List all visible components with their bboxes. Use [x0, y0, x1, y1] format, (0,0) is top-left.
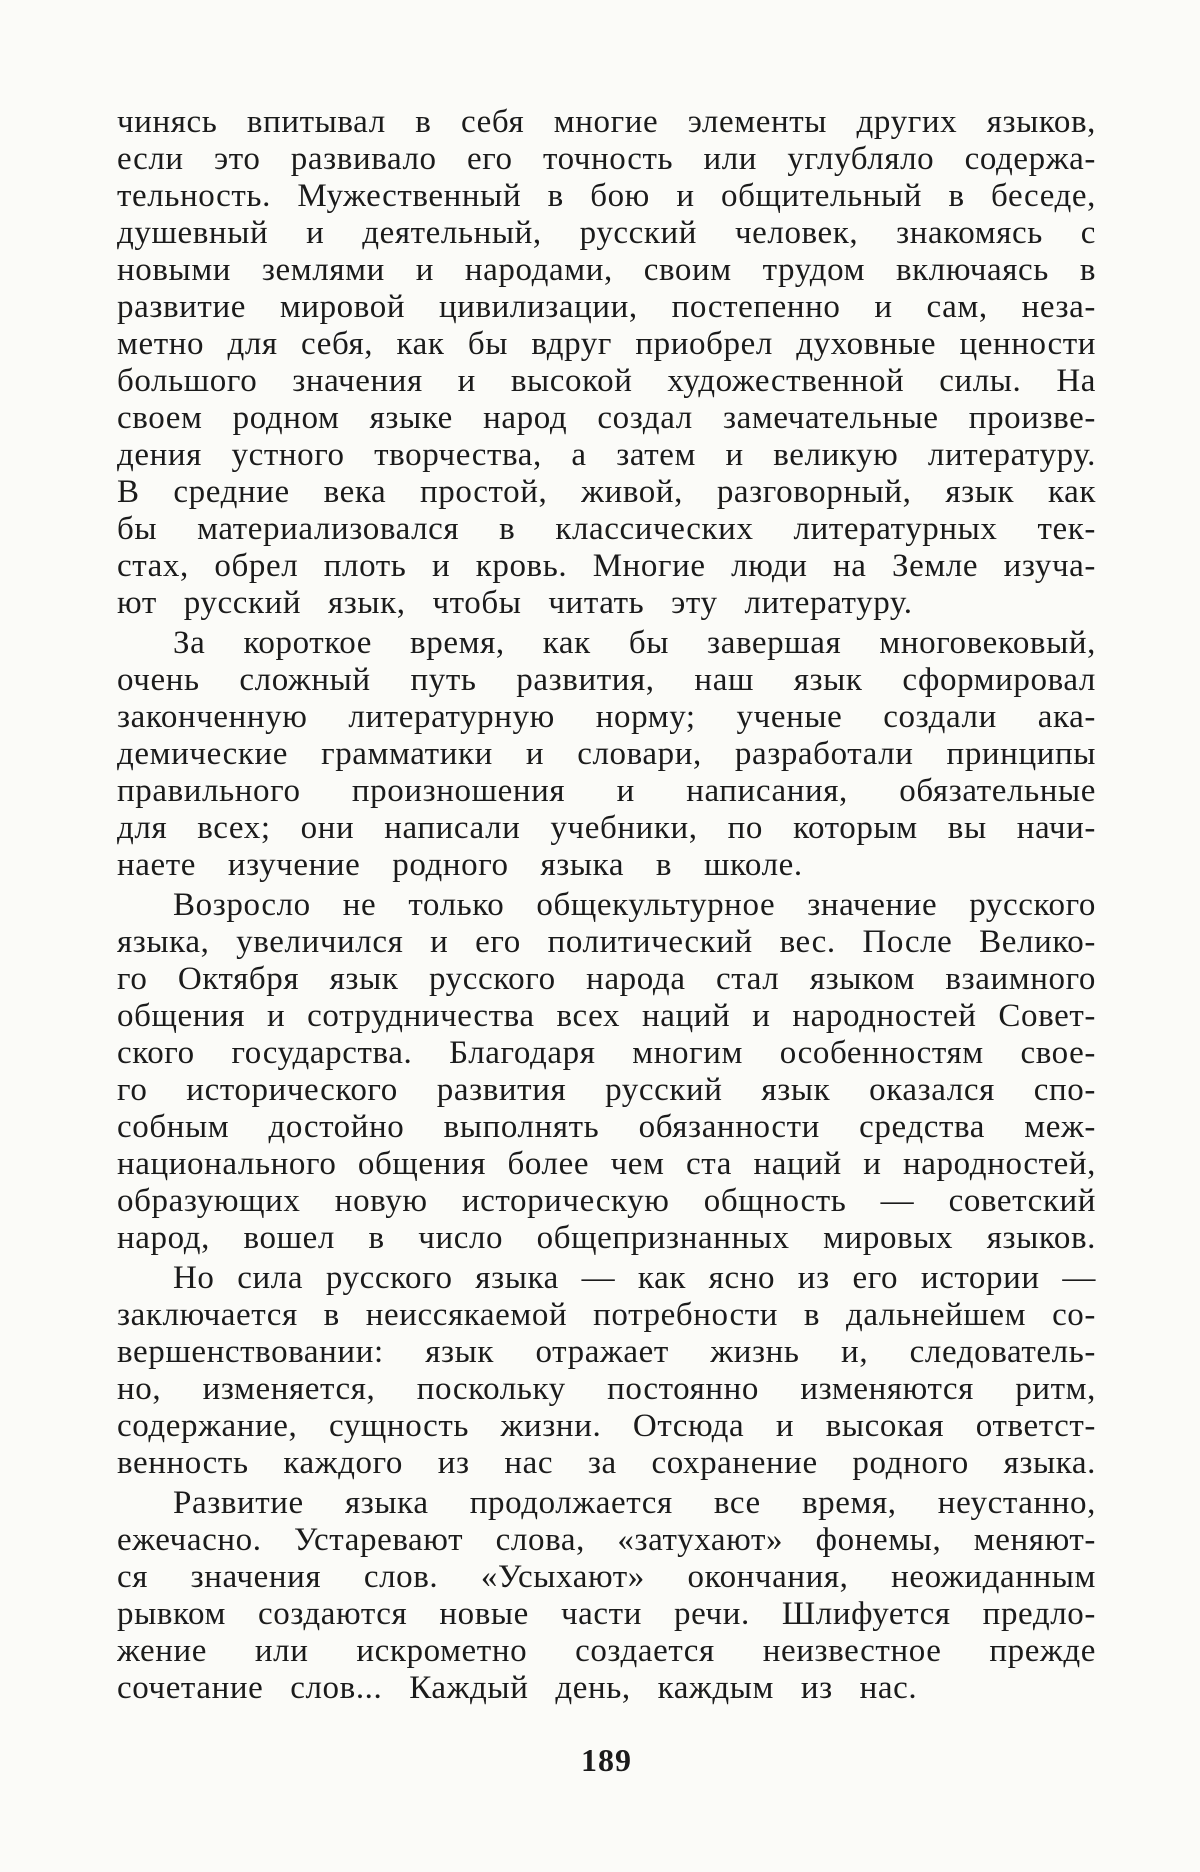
- text-line: За короткое время, как бы завершая многовековый,: [117, 625, 1096, 662]
- paragraph: [117, 104, 1096, 622]
- paragraph: [117, 887, 1096, 1257]
- text-line: содержание, сущность жизни. Отсюда и высокая ответст-: [117, 1408, 1096, 1445]
- text-line: но, изменяется, поскольку постоянно изменяются ритм,: [117, 1371, 1096, 1408]
- text-line: рывком создаются новые части речи. Шлифуется предло-: [117, 1596, 1096, 1633]
- text-line: Возросло не только общекультурное значение русского: [117, 887, 1096, 924]
- paragraph: [117, 1260, 1096, 1482]
- text-line: вершенствовании: язык отражает жизнь и, следователь-: [117, 1334, 1096, 1371]
- text-line: национального общения более чем ста наций и народностей,: [117, 1146, 1096, 1183]
- text-line: очень сложный путь развития, наш язык сформировал: [117, 662, 1096, 699]
- text-line: бы материализовался в классических литературных тек-: [117, 511, 1096, 548]
- text-line: метно для себя, как бы вдруг приобрел духовные ценности: [117, 326, 1096, 363]
- text-line: го исторического развития русский язык оказался спо-: [117, 1072, 1096, 1109]
- page-number: 189: [117, 1742, 1096, 1779]
- text-line: общения и сотрудничества всех наций и народностей Совет-: [117, 998, 1096, 1035]
- text-line: правильного произношения и написания, обязательные: [117, 773, 1096, 810]
- text-line: Развитие языка продолжается все время, неустанно,: [117, 1485, 1096, 1522]
- text-line: собным достойно выполнять обязанности средства меж-: [117, 1109, 1096, 1146]
- text-line: для всех; они написали учебники, по которым вы начи-: [117, 810, 1096, 847]
- text-line: народ, вошел в число общепризнанных мировых языков.: [117, 1220, 1096, 1257]
- text-line: наете изучение родного языка в школе.: [117, 847, 1096, 884]
- text-line: развитие мировой цивилизации, постепенно и сам, неза-: [117, 289, 1096, 326]
- text-line: венность каждого из нас за сохранение родного языка.: [117, 1445, 1096, 1482]
- text-line: жение или искрометно создается неизвестное прежде: [117, 1633, 1096, 1670]
- text-line: демические грамматики и словари, разработали принципы: [117, 736, 1096, 773]
- paragraph: [117, 1485, 1096, 1707]
- text-line: ежечасно. Устаревают слова, «затухают» фонемы, меняют-: [117, 1522, 1096, 1559]
- text-line: ся значения слов. «Усыхают» окончания, неожиданным: [117, 1559, 1096, 1596]
- text-line: законченную литературную норму; ученые создали ака-: [117, 699, 1096, 736]
- text-line: образующих новую историческую общность — советский: [117, 1183, 1096, 1220]
- text-line: заключается в неиссякаемой потребности в дальнейшем со-: [117, 1297, 1096, 1334]
- text-line: если это развивало его точность или углубляло содержа-: [117, 141, 1096, 178]
- text-line: Но сила русского языка — как ясно из его истории —: [117, 1260, 1096, 1297]
- text-line: чинясь впитывал в себя многие элементы других языков,: [117, 104, 1096, 141]
- text-line: ского государства. Благодаря многим особенностям свое-: [117, 1035, 1096, 1072]
- body-text: [117, 104, 1096, 1707]
- text-line: стах, обрел плоть и кровь. Многие люди на Земле изуча-: [117, 548, 1096, 585]
- text-line: ют русский язык, чтобы читать эту литературу.: [117, 585, 1096, 622]
- text-line: дения устного творчества, а затем и великую литературу.: [117, 437, 1096, 474]
- text-line: своем родном языке народ создал замечательные произве-: [117, 400, 1096, 437]
- text-line: сочетание слов... Каждый день, каждым из нас.: [117, 1670, 1096, 1707]
- text-line: душевный и деятельный, русский человек, знакомясь с: [117, 215, 1096, 252]
- paragraph: [117, 625, 1096, 884]
- text-line: новыми землями и народами, своим трудом включаясь в: [117, 252, 1096, 289]
- text-line: языка, увеличился и его политический вес. После Велико-: [117, 924, 1096, 961]
- text-line: тельность. Мужественный в бою и общительный в беседе,: [117, 178, 1096, 215]
- text-line: В средние века простой, живой, разговорный, язык как: [117, 474, 1096, 511]
- text-line: большого значения и высокой художественной силы. На: [117, 363, 1096, 400]
- text-line: го Октября язык русского народа стал языком взаимного: [117, 961, 1096, 998]
